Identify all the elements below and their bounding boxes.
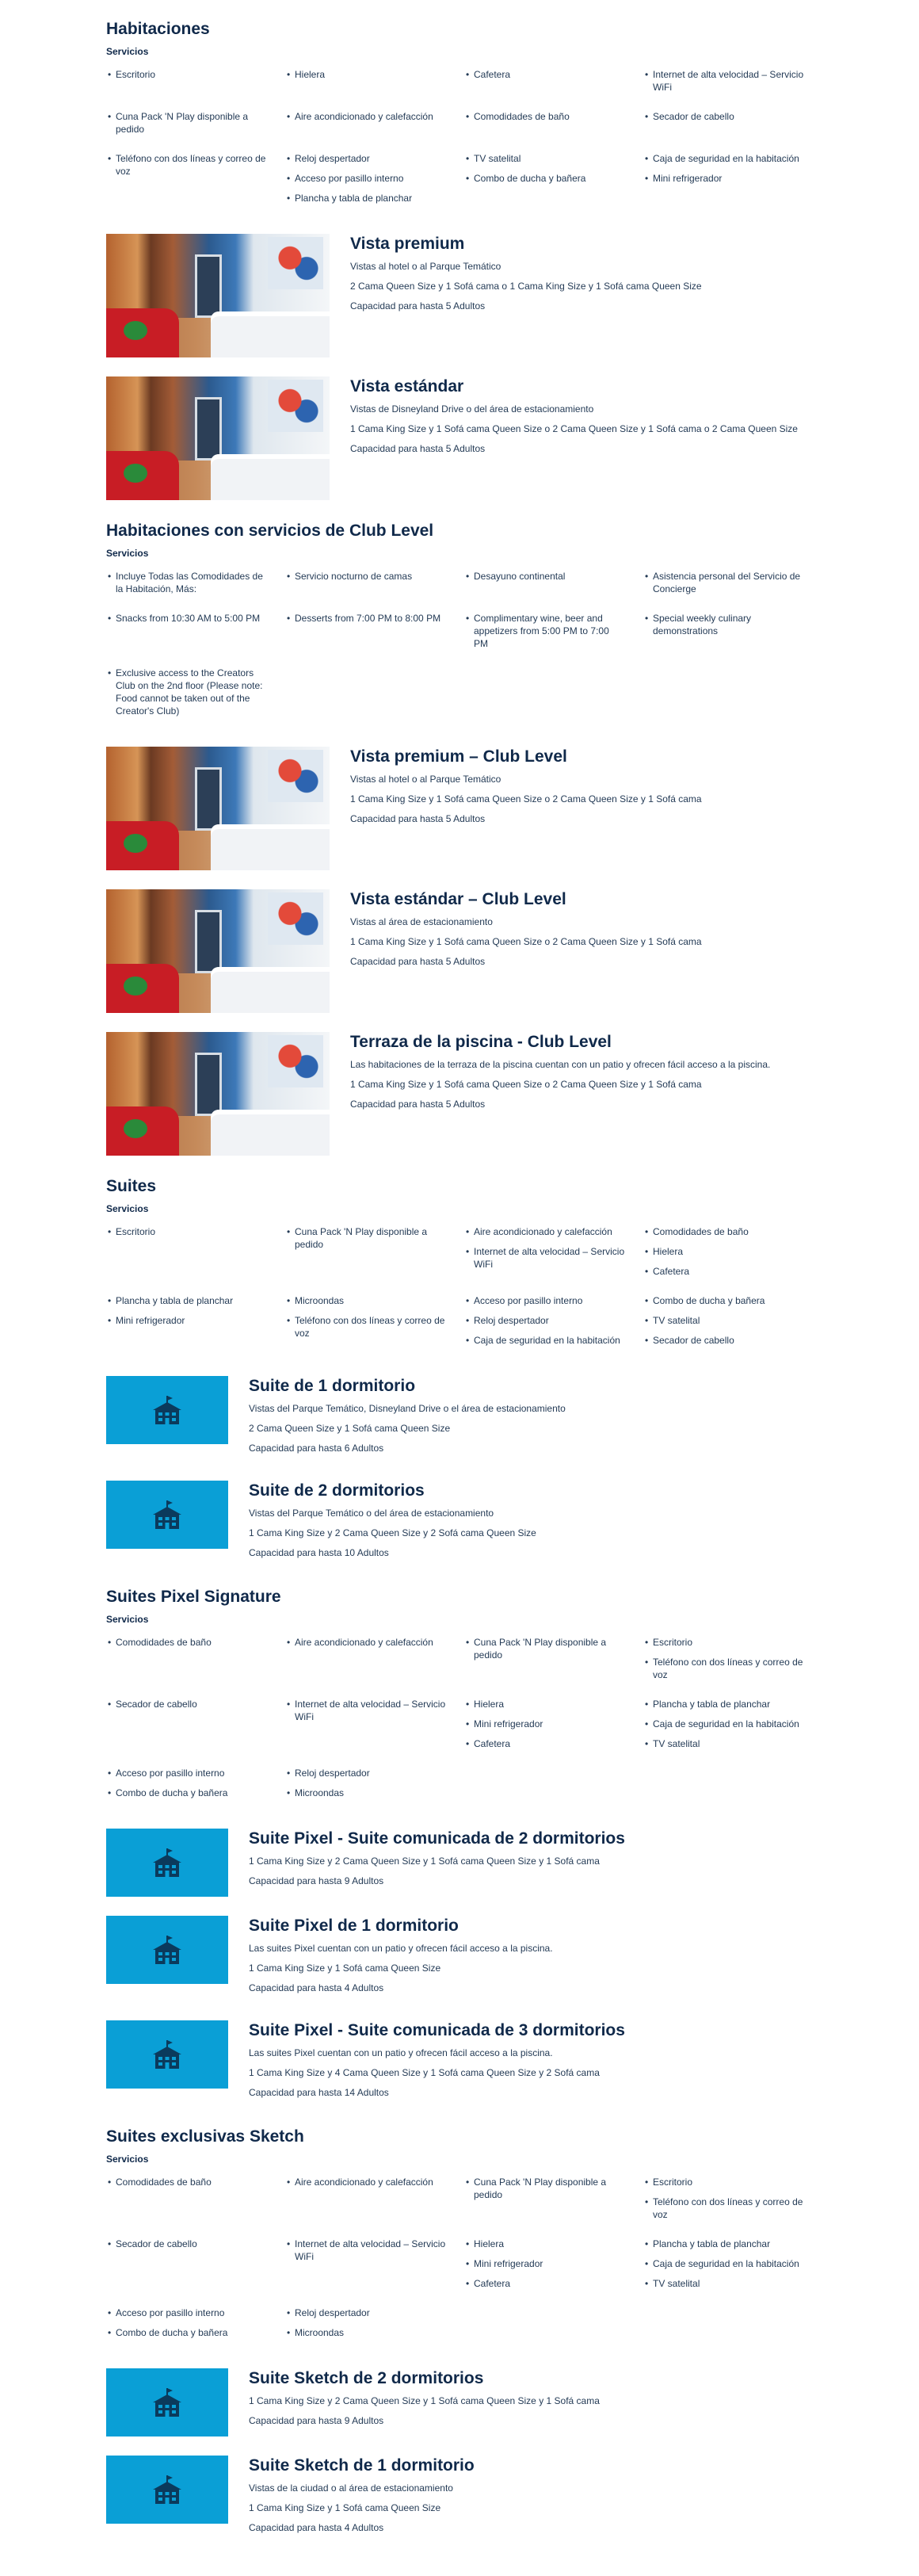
- hotel-building-icon: [151, 2475, 183, 2505]
- hotel-building-icon: [151, 2039, 183, 2070]
- room-title-link[interactable]: Suite Sketch de 1 dormitorio: [249, 2456, 475, 2475]
- amenity-column: [464, 1767, 643, 1806]
- room-card: [106, 889, 814, 1013]
- amenity-column: [285, 152, 464, 212]
- room-title-link[interactable]: Vista estándar: [350, 377, 464, 396]
- hotel-building-icon: [151, 1395, 183, 1425]
- room-image[interactable]: [106, 889, 330, 1013]
- amenity-column: [464, 68, 643, 101]
- amenity-item: • TV satelital: [464, 152, 626, 165]
- amenity-item: • Incluye Todas las Comodidades de la Habitación, Más:: [106, 570, 268, 595]
- amenity-item: • Cuna Pack 'N Play disponible a pedido: [464, 2176, 626, 2201]
- room-title-link[interactable]: Suite Pixel - Suite comunicada de 3 dormitorios: [249, 2021, 625, 2039]
- amenity-column: [643, 152, 822, 212]
- amenity-item: • Cafetera: [464, 1737, 626, 1750]
- room-info: [249, 1481, 536, 1566]
- amenities-label: Servicios: [106, 2154, 149, 2165]
- room-info: [350, 889, 702, 975]
- room-list: [106, 234, 814, 500]
- room-capacity: Capacidad para hasta 9 Adultos: [249, 1875, 384, 1886]
- amenity-column: [106, 1225, 285, 1285]
- room-info: [350, 376, 798, 462]
- bed: [211, 454, 330, 500]
- room-card: [106, 2020, 814, 2106]
- amenity-item: • Aire acondicionado y calefacción: [464, 1225, 626, 1238]
- room-detail: Vistas de la ciudad o al área de estacionamiento: [249, 2482, 453, 2494]
- amenity-column: [464, 2176, 643, 2228]
- amenity-column: [464, 612, 643, 657]
- amenity-item: • Hielera: [464, 1698, 626, 1710]
- amenity-column: [285, 110, 464, 143]
- amenity-item: • Plancha y tabla de planchar: [106, 1294, 268, 1307]
- amenities-grid: [106, 68, 814, 221]
- room-card: [106, 1032, 814, 1156]
- amenity-item: • Internet de alta velocidad – Servicio WiFi: [464, 1245, 626, 1271]
- amenity-item: • Comodidades de baño: [106, 1636, 268, 1649]
- amenity-item: • Internet de alta velocidad – Servicio WiFi: [643, 68, 805, 94]
- bed: [211, 1110, 330, 1156]
- amenity-column: [285, 1767, 464, 1806]
- room-detail: Vistas del Parque Temático o del área de estacionamiento: [249, 1508, 494, 1519]
- room-list: [106, 1376, 814, 1566]
- amenity-item: • Escritorio: [643, 2176, 805, 2188]
- amenity-item: • Microondas: [285, 2326, 447, 2339]
- amenity-item: • Acceso por pasillo interno: [464, 1294, 626, 1307]
- amenity-column: [285, 1636, 464, 1688]
- amenities-label: Servicios: [106, 1203, 149, 1214]
- amenity-column: [285, 612, 464, 657]
- amenity-column: [285, 667, 464, 724]
- amenity-item: • Cafetera: [643, 1265, 805, 1278]
- room-image[interactable]: [106, 2456, 228, 2524]
- room-category-section: [106, 17, 814, 500]
- amenity-column: [106, 570, 285, 602]
- room-detail: 2 Cama Queen Size y 1 Sofá cama Queen Size: [249, 1423, 451, 1434]
- amenity-column: [643, 1767, 822, 1806]
- amenity-item: • Comodidades de baño: [643, 1225, 805, 1238]
- amenity-column: [106, 2176, 285, 2228]
- room-image[interactable]: [106, 747, 330, 870]
- amenity-item: • Hielera: [285, 68, 447, 81]
- room-capacity: Capacidad para hasta 5 Adultos: [350, 956, 486, 967]
- amenity-item: • Exclusive access to the Creators Club on the 2nd floor (Please note: Food cannot be taken out of the Creator's Club): [106, 667, 268, 717]
- room-title-link[interactable]: Vista estándar – Club Level: [350, 890, 566, 908]
- amenity-column: [106, 68, 285, 101]
- amenity-item: • Snacks from 10:30 AM to 5:00 PM: [106, 612, 268, 625]
- amenity-column: [285, 2307, 464, 2346]
- room-card: [106, 2368, 814, 2436]
- amenity-column: [106, 152, 285, 212]
- section-title: Suites Pixel Signature: [106, 1588, 281, 1606]
- amenities-label: Servicios: [106, 548, 149, 559]
- room-image[interactable]: [106, 1376, 228, 1444]
- hotel-building-icon: [151, 1935, 183, 1965]
- amenity-column: [285, 68, 464, 101]
- amenity-item: • Secador de cabello: [106, 2238, 268, 2250]
- room-detail: Vistas al hotel o al Parque Temático: [350, 774, 501, 785]
- amenities-grid: [106, 1636, 814, 1816]
- amenity-item: • Teléfono con dos líneas y correo de voz: [106, 152, 268, 178]
- amenity-item: • Caja de seguridad en la habitación: [643, 1718, 805, 1730]
- amenity-item: • Aire acondicionado y calefacción: [285, 2176, 447, 2188]
- room-capacity: Capacidad para hasta 9 Adultos: [249, 2415, 384, 2426]
- amenity-item: • Acceso por pasillo interno: [285, 172, 447, 185]
- room-capacity: Capacidad para hasta 5 Adultos: [350, 1099, 486, 1110]
- wall-mural: [268, 1035, 323, 1087]
- amenity-item: • Desserts from 7:00 PM to 8:00 PM: [285, 612, 447, 625]
- room-image[interactable]: [106, 376, 330, 500]
- amenity-item: • Servicio nocturno de camas: [285, 570, 447, 583]
- room-detail: Vistas del Parque Temático, Disneyland Drive o el área de estacionamiento: [249, 1403, 566, 1414]
- amenity-item: • Cafetera: [464, 2277, 626, 2290]
- room-card: [106, 234, 814, 357]
- amenity-column: [285, 570, 464, 602]
- room-info: [350, 747, 702, 832]
- room-info: [249, 2456, 475, 2541]
- room-list: [106, 1829, 814, 2106]
- room-card: [106, 747, 814, 870]
- room-door: [195, 397, 222, 461]
- amenity-column: [106, 612, 285, 657]
- wall-mural: [268, 750, 323, 802]
- room-card: [106, 376, 814, 500]
- sofa-pillow: [124, 977, 147, 996]
- amenity-column: [106, 667, 285, 724]
- room-detail: Vistas al hotel o al Parque Temático: [350, 261, 501, 272]
- amenity-item: • Mini refrigerador: [106, 1314, 268, 1327]
- section-title: Suites: [106, 1177, 157, 1195]
- room-card: [106, 1481, 814, 1566]
- amenity-item: • Cafetera: [464, 68, 626, 81]
- amenity-column: [106, 1294, 285, 1354]
- room-card: [106, 1376, 814, 1462]
- amenity-column: [285, 2238, 464, 2297]
- amenity-item: • Comodidades de baño: [464, 110, 626, 123]
- amenity-item: • Cuna Pack 'N Play disponible a pedido: [106, 110, 268, 136]
- room-detail: 1 Cama King Size y 2 Cama Queen Size y 2 Sofá cama Queen Size: [249, 1527, 536, 1538]
- amenity-column: [464, 1636, 643, 1688]
- room-image[interactable]: [106, 234, 330, 357]
- amenity-item: • Combo de ducha y bañera: [643, 1294, 805, 1307]
- room-info: [249, 1916, 553, 2001]
- amenity-column: [464, 2238, 643, 2297]
- amenity-item: • Mini refrigerador: [643, 172, 805, 185]
- amenity-item: • Internet de alta velocidad – Servicio WiFi: [285, 1698, 447, 1723]
- amenity-item: • Teléfono con dos líneas y correo de voz: [643, 2196, 805, 2221]
- room-title-link[interactable]: Suite de 1 dormitorio: [249, 1377, 416, 1395]
- bed: [211, 311, 330, 357]
- room-image[interactable]: [106, 1916, 228, 1984]
- hotel-building-icon: [151, 2387, 183, 2417]
- amenity-item: • TV satelital: [643, 1737, 805, 1750]
- amenity-column: [643, 68, 822, 101]
- amenity-item: • Reloj despertador: [285, 2307, 447, 2319]
- room-door: [195, 910, 222, 973]
- room-capacity: Capacidad para hasta 4 Adultos: [249, 2522, 384, 2533]
- amenity-item: • Complimentary wine, beer and appetizers from 5:00 PM to 7:00 PM: [464, 612, 626, 650]
- sofa-pillow: [124, 834, 147, 853]
- amenity-item: • Secador de cabello: [643, 110, 805, 123]
- amenity-column: [464, 1698, 643, 1757]
- room-info: [350, 234, 702, 319]
- room-list: [106, 747, 814, 1156]
- amenity-item: • TV satelital: [643, 1314, 805, 1327]
- room-image[interactable]: [106, 2368, 228, 2436]
- room-title-link[interactable]: Vista premium – Club Level: [350, 747, 567, 766]
- amenity-column: [106, 1767, 285, 1806]
- amenities-grid: [106, 2176, 814, 2356]
- room-capacity: Capacidad para hasta 4 Adultos: [249, 1982, 384, 1993]
- amenities-grid: [106, 1225, 814, 1363]
- room-card: [106, 2456, 814, 2541]
- amenity-item: • Mini refrigerador: [464, 2257, 626, 2270]
- room-title-link[interactable]: Suite Sketch de 2 dormitorios: [249, 2369, 484, 2387]
- sofa-pillow: [124, 321, 147, 340]
- room-capacity: Capacidad para hasta 5 Adultos: [350, 300, 486, 311]
- amenity-item: • Special weekly culinary demonstrations: [643, 612, 805, 637]
- room-info: [249, 2020, 625, 2106]
- room-detail: 1 Cama King Size y 1 Sofá cama Queen Size: [249, 1963, 441, 1974]
- room-category-section: [106, 1175, 814, 1566]
- amenity-item: • Microondas: [285, 1787, 447, 1799]
- amenity-item: • Cuna Pack 'N Play disponible a pedido: [285, 1225, 447, 1251]
- sofa-pillow: [124, 1119, 147, 1138]
- amenity-item: • Acceso por pasillo interno: [106, 2307, 268, 2319]
- amenity-column: [643, 110, 822, 143]
- room-detail: 1 Cama King Size y 1 Sofá cama Queen Size o 2 Cama Queen Size y 1 Sofá cama: [350, 793, 702, 805]
- amenities-label: Servicios: [106, 46, 149, 57]
- bed: [211, 967, 330, 1013]
- bed: [211, 824, 330, 870]
- amenity-item: • TV satelital: [643, 2277, 805, 2290]
- amenity-item: • Combo de ducha y bañera: [106, 1787, 268, 1799]
- amenity-column: [106, 2307, 285, 2346]
- room-capacity: Capacidad para hasta 5 Adultos: [350, 443, 486, 454]
- amenity-column: [643, 667, 822, 724]
- amenity-column: [643, 1636, 822, 1688]
- room-door: [195, 767, 222, 831]
- amenities-label: Servicios: [106, 1614, 149, 1625]
- amenity-column: [285, 2176, 464, 2228]
- room-title-link[interactable]: Suite de 2 dormitorios: [249, 1481, 425, 1500]
- amenity-column: [643, 2238, 822, 2297]
- amenity-column: [464, 1294, 643, 1354]
- room-title-link[interactable]: Suite Pixel de 1 dormitorio: [249, 1917, 459, 1935]
- amenity-column: [464, 1225, 643, 1285]
- room-category-section: [106, 1585, 814, 2106]
- amenity-item: • Mini refrigerador: [464, 1718, 626, 1730]
- room-detail: Las suites Pixel cuentan con un patio y ofrecen fácil acceso a la piscina.: [249, 2047, 553, 2058]
- amenity-item: • Combo de ducha y bañera: [106, 2326, 268, 2339]
- room-detail: 1 Cama King Size y 2 Cama Queen Size y 1 Sofá cama Queen Size y 1 Sofá cama: [249, 1856, 600, 1867]
- room-image[interactable]: [106, 1829, 228, 1897]
- amenity-item: • Hielera: [464, 2238, 626, 2250]
- amenity-item: • Teléfono con dos líneas y correo de voz: [285, 1314, 447, 1340]
- amenity-item: • Hielera: [643, 1245, 805, 1258]
- room-capacity: Capacidad para hasta 6 Adultos: [249, 1443, 384, 1454]
- room-title-link[interactable]: Suite Pixel - Suite comunicada de 2 dormitorios: [249, 1829, 625, 1848]
- amenity-item: • Escritorio: [643, 1636, 805, 1649]
- amenity-column: [464, 152, 643, 212]
- amenity-item: • Reloj despertador: [464, 1314, 626, 1327]
- amenity-column: [643, 1294, 822, 1354]
- amenity-column: [643, 612, 822, 657]
- amenity-item: • Plancha y tabla de planchar: [643, 1698, 805, 1710]
- room-detail: 1 Cama King Size y 1 Sofá cama Queen Size o 2 Cama Queen Size y 1 Sofá cama: [350, 1079, 702, 1090]
- amenity-column: [643, 570, 822, 602]
- amenity-item: • Aire acondicionado y calefacción: [285, 110, 447, 123]
- amenity-column: [464, 110, 643, 143]
- room-detail: Las habitaciones de la terraza de la piscina cuentan con un patio y ofrecen fácil acceso a la piscina.: [350, 1059, 771, 1070]
- amenity-column: [285, 1294, 464, 1354]
- amenity-item: • Comodidades de baño: [106, 2176, 268, 2188]
- amenity-item: • Asistencia personal del Servicio de Concierge: [643, 570, 805, 595]
- room-title-link[interactable]: Terraza de la piscina - Club Level: [350, 1033, 612, 1051]
- room-door: [195, 1053, 222, 1116]
- amenity-item: • Secador de cabello: [106, 1698, 268, 1710]
- amenity-column: [643, 1698, 822, 1757]
- room-category-section: [106, 2125, 814, 2541]
- amenity-column: [643, 1225, 822, 1285]
- room-info: [350, 1032, 770, 1118]
- room-types-page: [106, 17, 814, 2541]
- amenity-item: • Escritorio: [106, 68, 268, 81]
- room-category-section: [106, 519, 814, 1156]
- amenity-column: [106, 1698, 285, 1757]
- amenity-item: • Reloj despertador: [285, 152, 447, 165]
- room-detail: Las suites Pixel cuentan con un patio y ofrecen fácil acceso a la piscina.: [249, 1943, 553, 1954]
- amenity-item: • Plancha y tabla de planchar: [285, 192, 447, 204]
- room-detail: 1 Cama King Size y 1 Sofá cama Queen Size: [249, 2502, 441, 2513]
- hotel-building-icon: [151, 1500, 183, 1530]
- room-capacity: Capacidad para hasta 5 Adultos: [350, 813, 486, 824]
- room-image[interactable]: [106, 1032, 330, 1156]
- room-detail: Vistas de Disneyland Drive o del área de estacionamiento: [350, 403, 594, 415]
- amenity-item: • Caja de seguridad en la habitación: [464, 1334, 626, 1347]
- amenity-item: • Cuna Pack 'N Play disponible a pedido: [464, 1636, 626, 1661]
- wall-mural: [268, 892, 323, 945]
- room-door: [195, 254, 222, 318]
- room-detail: 1 Cama King Size y 1 Sofá cama Queen Size o 2 Cama Queen Size y 1 Sofá cama o 2 Cama Queen Size: [350, 423, 798, 434]
- amenity-column: [643, 2307, 822, 2346]
- amenity-item: • Acceso por pasillo interno: [106, 1767, 268, 1779]
- amenity-column: [285, 1698, 464, 1757]
- amenity-item: • Aire acondicionado y calefacción: [285, 1636, 447, 1649]
- amenity-item: • Reloj despertador: [285, 1767, 447, 1779]
- amenity-item: • Teléfono con dos líneas y correo de voz: [643, 1656, 805, 1681]
- section-title: Suites exclusivas Sketch: [106, 2127, 304, 2146]
- room-detail: 1 Cama King Size y 4 Cama Queen Size y 1 Sofá cama Queen Size y 2 Sofá cama: [249, 2067, 600, 2078]
- room-info: [249, 2368, 600, 2434]
- hotel-building-icon: [151, 1848, 183, 1878]
- room-card: [106, 1916, 814, 2001]
- amenity-column: [464, 667, 643, 724]
- room-detail: Vistas al área de estacionamiento: [350, 916, 493, 927]
- amenity-column: [285, 1225, 464, 1285]
- room-info: [249, 1829, 625, 1894]
- section-title: Habitaciones con servicios de Club Level: [106, 522, 434, 540]
- room-detail: 2 Cama Queen Size y 1 Sofá cama o 1 Cama King Size y 1 Sofá cama Queen Size: [350, 281, 702, 292]
- amenity-item: • Microondas: [285, 1294, 447, 1307]
- room-list: [106, 2368, 814, 2541]
- amenity-item: • Desayuno continental: [464, 570, 626, 583]
- sofa-pillow: [124, 464, 147, 483]
- room-capacity: Capacidad para hasta 14 Adultos: [249, 2087, 389, 2098]
- wall-mural: [268, 380, 323, 432]
- amenity-column: [464, 2307, 643, 2346]
- room-detail: 1 Cama King Size y 2 Cama Queen Size y 1 Sofá cama Queen Size y 1 Sofá cama: [249, 2395, 600, 2406]
- room-image[interactable]: [106, 2020, 228, 2089]
- amenity-item: • Caja de seguridad en la habitación: [643, 2257, 805, 2270]
- room-card: [106, 1829, 814, 1897]
- amenity-column: [106, 2238, 285, 2297]
- amenities-grid: [106, 570, 814, 734]
- amenity-column: [643, 2176, 822, 2228]
- amenity-item: • Secador de cabello: [643, 1334, 805, 1347]
- wall-mural: [268, 237, 323, 289]
- amenity-item: • Internet de alta velocidad – Servicio WiFi: [285, 2238, 447, 2263]
- room-detail: 1 Cama King Size y 1 Sofá cama Queen Size o 2 Cama Queen Size y 1 Sofá cama: [350, 936, 702, 947]
- amenity-item: • Plancha y tabla de planchar: [643, 2238, 805, 2250]
- room-title-link[interactable]: Vista premium: [350, 235, 465, 253]
- amenity-column: [106, 110, 285, 143]
- amenity-item: • Escritorio: [106, 1225, 268, 1238]
- amenity-column: [464, 570, 643, 602]
- room-image[interactable]: [106, 1481, 228, 1549]
- room-info: [249, 1376, 566, 1462]
- section-title: Habitaciones: [106, 20, 210, 38]
- amenity-item: • Combo de ducha y bañera: [464, 172, 626, 185]
- amenity-item: • Caja de seguridad en la habitación: [643, 152, 805, 165]
- amenity-column: [106, 1636, 285, 1688]
- room-capacity: Capacidad para hasta 10 Adultos: [249, 1547, 389, 1558]
